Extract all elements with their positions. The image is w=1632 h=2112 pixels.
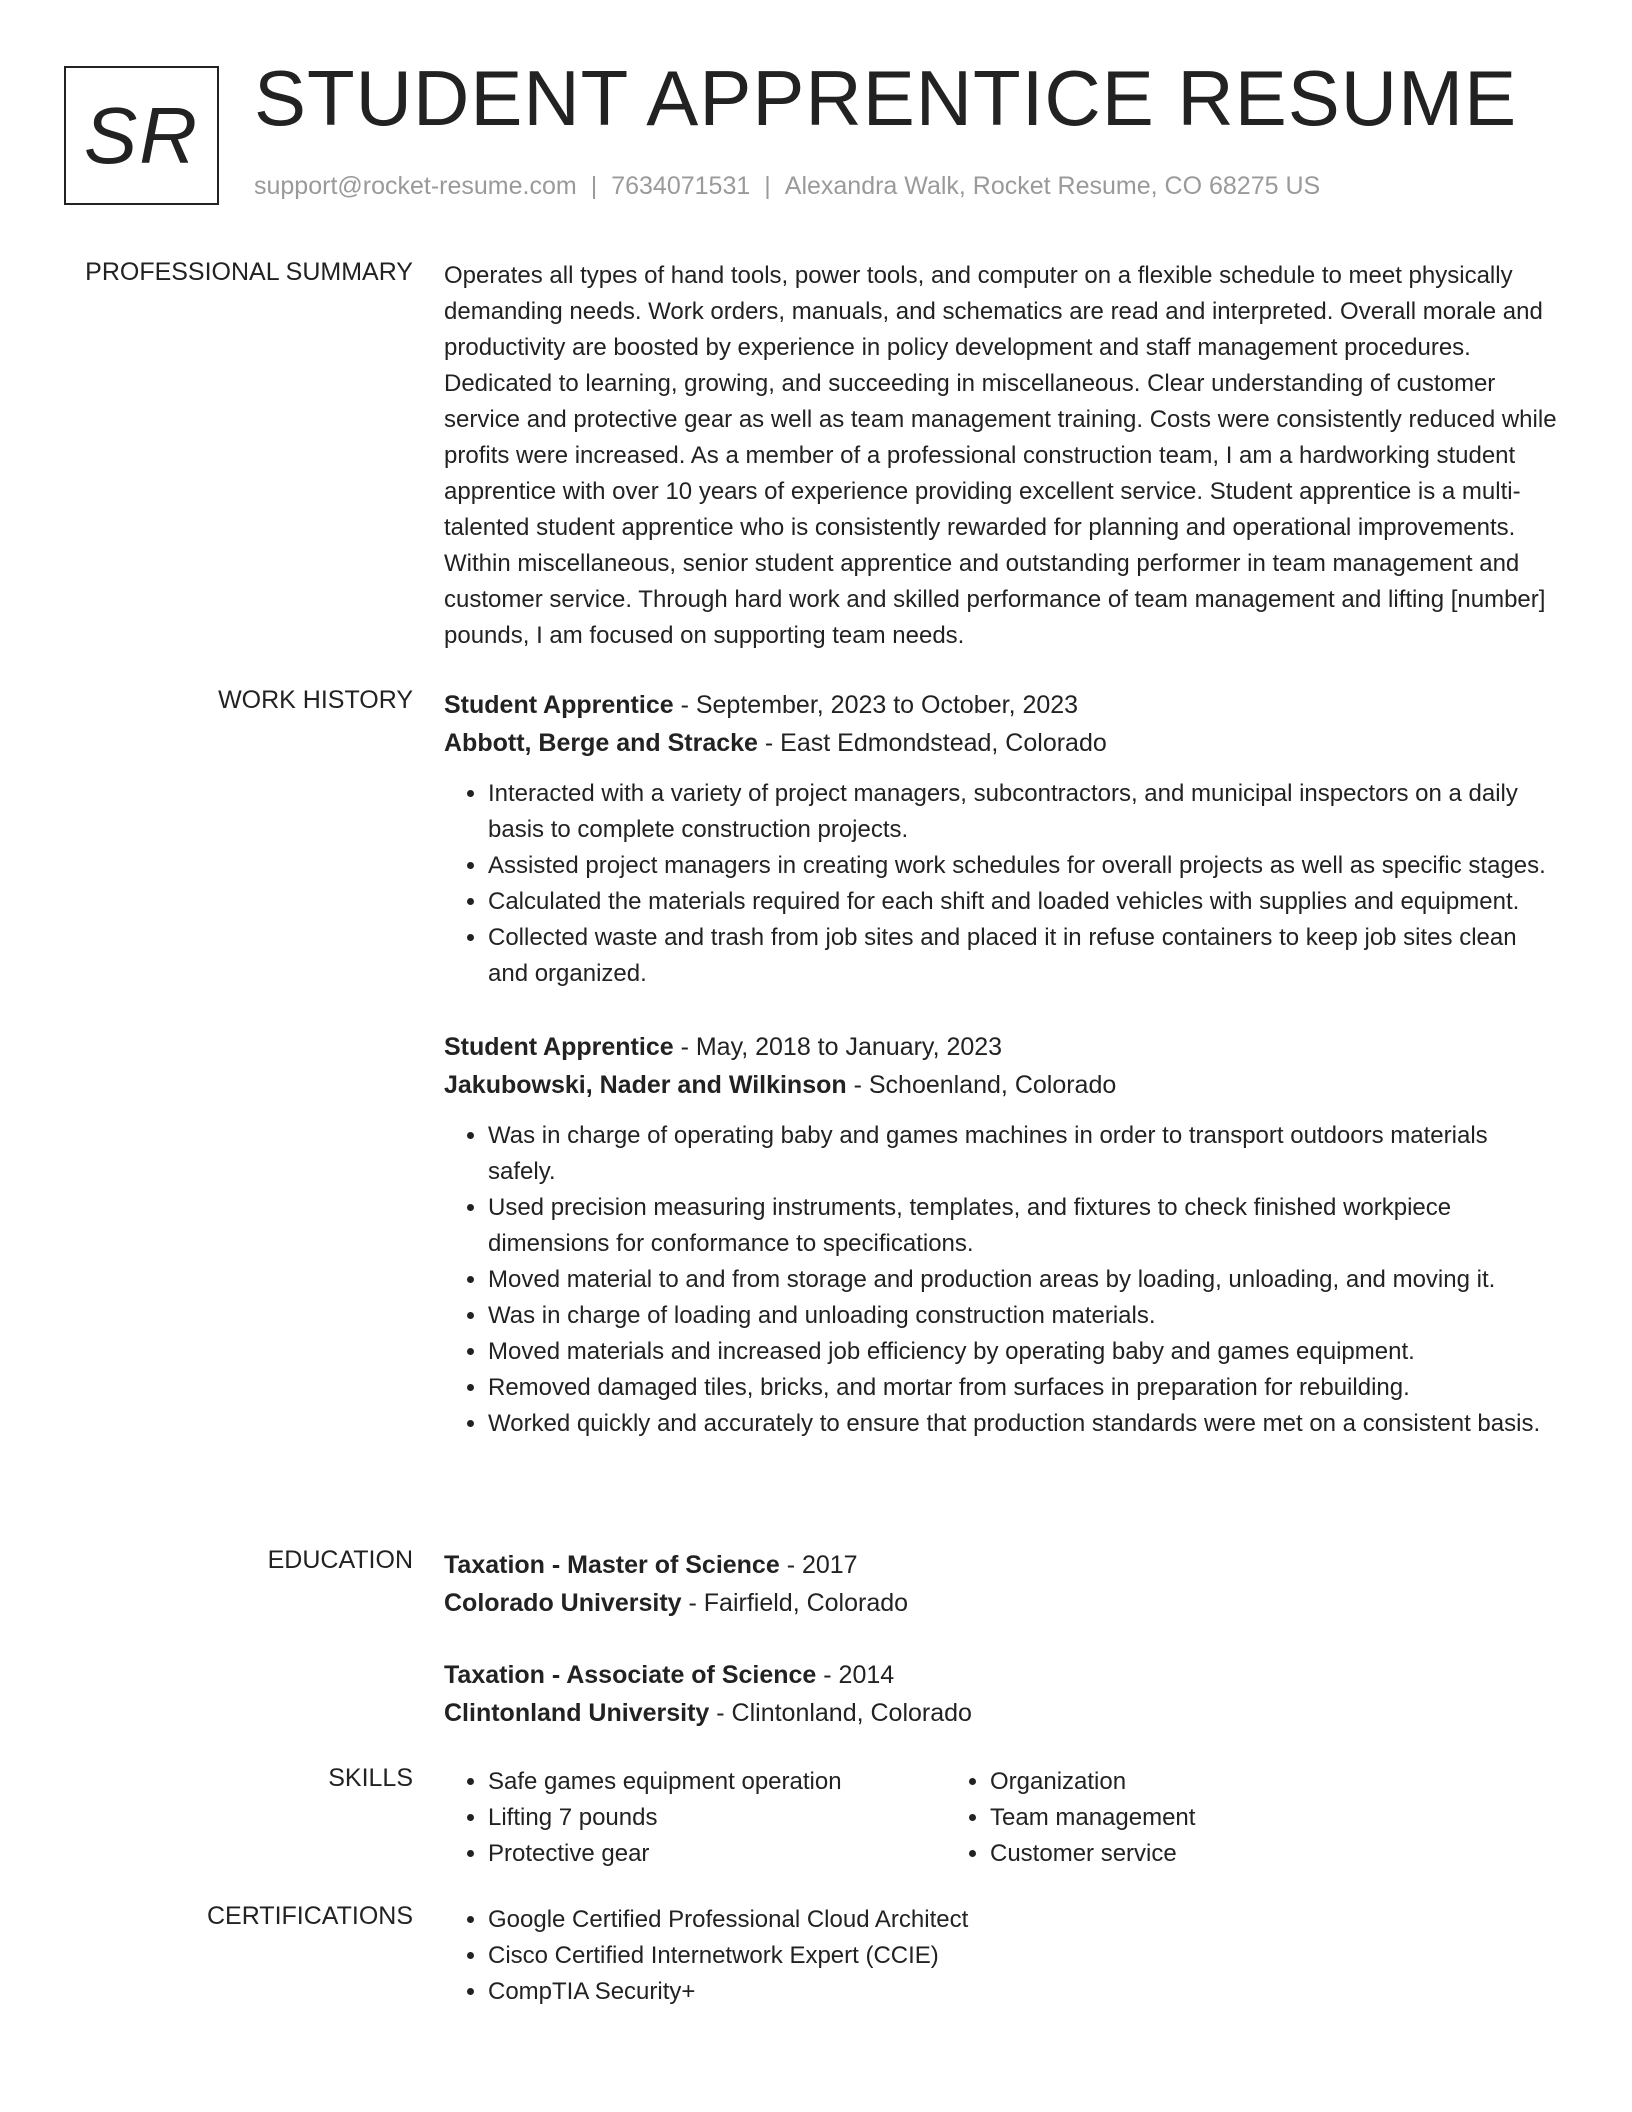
job-bullet: • Was in charge of operating baby and games machines in order to transport outdoors materials safely. — [488, 1118, 1559, 1190]
contact-separator: | — [764, 172, 771, 200]
school-name: Clintonland University — [444, 1699, 710, 1727]
job-title-line — [444, 686, 1559, 724]
job-bullet: • Calculated the materials required for each shift and loaded vehicles with supplies and equipment. — [488, 884, 1559, 920]
page-title: STUDENT APPRENTICE RESUME — [254, 54, 1518, 142]
work-history-label: WORK HISTORY — [218, 686, 413, 714]
certification-item: • CompTIA Security+ — [488, 1974, 1559, 2010]
job-dates: - May, 2018 to January, 2023 — [673, 1033, 1003, 1061]
skills-label: SKILLS — [328, 1764, 413, 1792]
summary-label: PROFESSIONAL SUMMARY — [85, 258, 413, 286]
job-company: Jakubowski, Nader and Wilkinson — [444, 1071, 847, 1099]
summary-text: Operates all types of hand tools, power tools, and computer on a flexible schedule to meet physically demanding needs. Work orders, manuals, and schematics are read and interpreted. Overall morale and productivity are boosted by experience in policy development and staff management procedures. Dedicated to learning, growing, and succeeding in miscellaneous. Clear understanding of customer service and protective gear as well as team management training. Costs were consistently reduced while profits were increased. As a member of a professional construction team, I am a hardworking student apprentice with over 10 years of experience providing excellent service. Student apprentice is a multi-talented student apprentice who is consistently rewarded for planning and operational improvements. Within miscellaneous, senior student apprentice and outstanding performer in team management and customer service. Through hard work and skilled performance of team management and lifting [number] pounds, I am focused on supporting team needs. — [444, 262, 1557, 649]
job-location: - East Edmondstead, Colorado — [757, 729, 1107, 757]
job-bullet: • Used precision measuring instruments, templates, and fixtures to check finished workpiece dimensions for conformance to specifications. — [488, 1190, 1559, 1262]
job-entry — [444, 686, 1559, 992]
job-bullet: • Removed damaged tiles, bricks, and mortar from surfaces in preparation for rebuilding. — [488, 1370, 1559, 1406]
contact-separator: | — [590, 172, 598, 200]
contact-phone: 7634071531 — [611, 172, 751, 200]
job-bullet: • Interacted with a variety of project managers, subcontractors, and municipal inspectors on a daily basis to complete construction projects. — [488, 776, 1559, 848]
degree-line — [444, 1656, 1559, 1694]
job-bullet: • Worked quickly and accurately to ensure that production standards were met on a consistent basis. — [488, 1406, 1559, 1442]
skill-item: • Safe games equipment operation — [488, 1764, 946, 1800]
contact-line — [254, 172, 1320, 201]
school-line — [444, 1694, 1559, 1732]
degree-year: - 2014 — [816, 1661, 895, 1689]
job-bullet: • Collected waste and trash from job sites and placed it in refuse containers to keep job sites clean and organized. — [488, 920, 1559, 992]
school-name: Colorado University — [444, 1589, 682, 1617]
job-title: Student Apprentice — [444, 691, 674, 719]
job-title-line — [444, 1028, 1559, 1066]
skill-item: • Customer service — [990, 1836, 1448, 1872]
skill-item: • Team management — [990, 1800, 1448, 1836]
monogram-initials: SR — [83, 90, 200, 180]
job-bullet: • Moved material to and from storage and production areas by loading, unloading, and moving it. — [488, 1262, 1559, 1298]
education-entry — [444, 1656, 1559, 1732]
degree-name: Taxation - Master of Science — [444, 1551, 780, 1579]
monogram-box — [64, 66, 219, 205]
school-location: - Fairfield, Colorado — [681, 1589, 909, 1617]
certification-item: • Cisco Certified Internetwork Expert (CCIE) — [488, 1938, 1559, 1974]
skills-column-right — [946, 1764, 1448, 1872]
contact-address: Alexandra Walk, Rocket Resume, CO 68275 US — [784, 172, 1321, 200]
degree-line — [444, 1546, 1559, 1584]
job-dates: - September, 2023 to October, 2023 — [673, 691, 1079, 719]
job-company-line — [444, 1066, 1559, 1104]
job-bullets — [444, 776, 1559, 992]
job-bullet: • Moved materials and increased job efficiency by operating baby and games equipment. — [488, 1334, 1559, 1370]
skills-column-left — [444, 1764, 946, 1872]
job-entry — [444, 1028, 1559, 1442]
school-location: - Clintonland, Colorado — [709, 1699, 972, 1727]
skill-item: • Lifting 7 pounds — [488, 1800, 946, 1836]
education-label: EDUCATION — [267, 1546, 413, 1574]
job-title: Student Apprentice — [444, 1033, 674, 1061]
certifications-label: CERTIFICATIONS — [206, 1902, 413, 1930]
certification-item: • Google Certified Professional Cloud Architect — [488, 1902, 1559, 1938]
job-bullet: • Assisted project managers in creating work schedules for overall projects as well as specific stages. — [488, 848, 1559, 884]
skill-item: • Organization — [990, 1764, 1448, 1800]
job-bullets — [444, 1118, 1559, 1442]
certifications-list — [444, 1902, 1559, 2010]
job-location: - Schoenland, Colorado — [846, 1071, 1117, 1099]
school-line — [444, 1584, 1559, 1622]
job-bullet: • Was in charge of loading and unloading construction materials. — [488, 1298, 1559, 1334]
degree-name: Taxation - Associate of Science — [444, 1661, 817, 1689]
education-entry — [444, 1546, 1559, 1622]
job-company-line — [444, 724, 1559, 762]
degree-year: - 2017 — [779, 1551, 858, 1579]
job-company: Abbott, Berge and Stracke — [444, 729, 758, 757]
contact-email: support@rocket-resume.com — [254, 172, 577, 200]
skill-item: • Protective gear — [488, 1836, 946, 1872]
skills-grid — [444, 1764, 1559, 1872]
